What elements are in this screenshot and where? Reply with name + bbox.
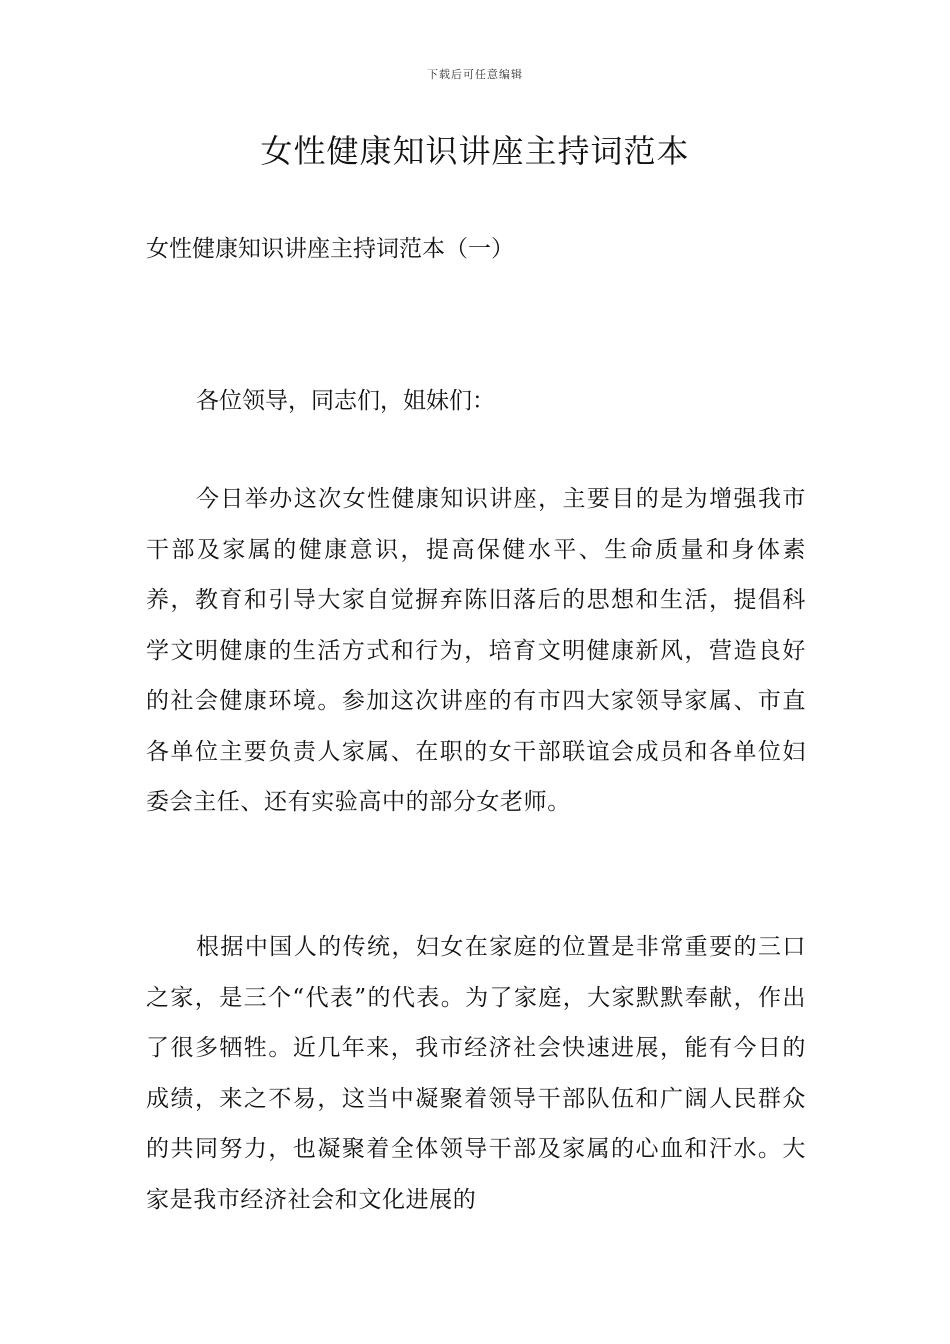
body-paragraph: 今日举办这次女性健康知识讲座，主要目的是为增强我市干部及家属的健康意识，提高保健水平、生命质量和身体素养，教育和引导大家自觉摒弃陈旧落后的思想和生活，提倡科学文明健康的生活方式和行为，培育文明健康新风，营造良好的社会健康环境。参加这次讲座的有市四大家领导家属、市直各单位主要负责人家属、在职的女干部联谊会成员和各单位妇委会主任、还有实验高中的部分女老师。 — [146, 486, 806, 815]
body-paragraph: 根据中国人的传统，妇女在家庭的位置是非常重要的三口之家，是三个“代表”的代表。为了家庭，大家默默奉献，作出了很多牺牲。近几年来，我市经济社会快速进展，能有今日的成绩，来之不易，这当中凝聚着领导干部队伍和广阔人民群众的共同努力，也凝聚着全体领导干部及家属的心血和汗水。大家是我市经济社会和文化进展的 — [146, 934, 806, 1213]
document-subtitle: 女性健康知识讲座主持词范本（一） — [146, 236, 514, 262]
greeting-line: 各位领导，同志们，姐妹们： — [196, 388, 495, 414]
document-title: 女性健康知识讲座主持词范本 — [260, 132, 690, 170]
header-note: 下载后可任意编辑 — [427, 68, 523, 81]
